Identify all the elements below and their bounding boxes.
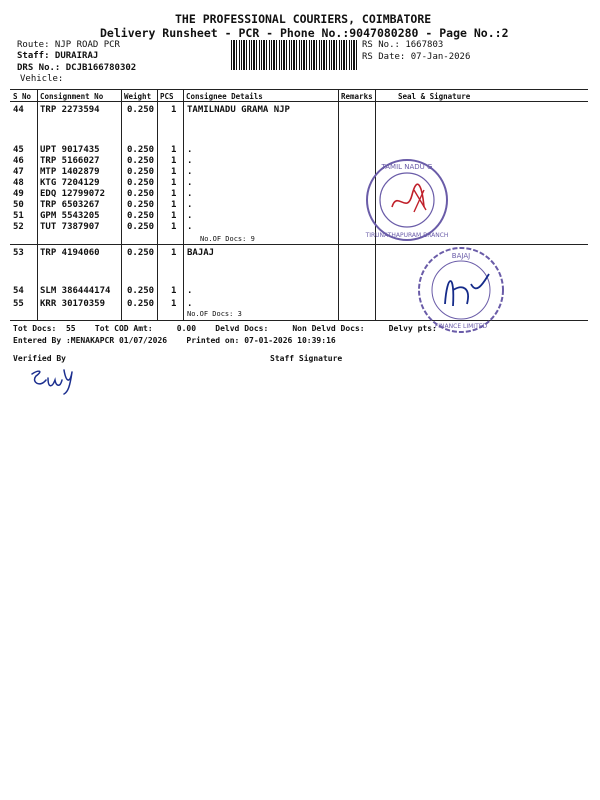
row-consignment: TRP 6503267 bbox=[40, 200, 100, 210]
row-sno: 48 bbox=[13, 178, 24, 188]
col-header-consignee: Consignee Details bbox=[186, 92, 263, 101]
row-sno: 55 bbox=[13, 299, 24, 309]
row-pcs: 1 bbox=[171, 299, 177, 309]
row-consignment: TRP 5166027 bbox=[40, 156, 100, 166]
col-header-pcs: PCS bbox=[160, 92, 174, 101]
row-consignee: . bbox=[187, 222, 193, 232]
row-consignment: UPT 9017435 bbox=[40, 145, 100, 155]
row-pcs: 1 bbox=[171, 200, 177, 210]
row-weight: 0.250 bbox=[127, 286, 155, 296]
row-consignment: TRP 4194060 bbox=[40, 248, 100, 258]
barcode-image bbox=[231, 40, 359, 70]
row-weight: 0.250 bbox=[127, 248, 155, 258]
row-sno: 46 bbox=[13, 156, 24, 166]
row-pcs: 1 bbox=[171, 167, 177, 177]
row-weight: 0.250 bbox=[127, 211, 155, 221]
company-title: THE PROFESSIONAL COURIERS, COIMBATORE bbox=[175, 12, 432, 26]
table-header-rule bbox=[10, 101, 588, 102]
row-weight: 0.250 bbox=[127, 145, 155, 155]
row-consignment: EDQ 12799072 bbox=[40, 189, 106, 199]
row-sno: 49 bbox=[13, 189, 24, 199]
svg-text:FINANCE LIMITED: FINANCE LIMITED bbox=[434, 323, 488, 330]
col-divider-consignment bbox=[121, 89, 122, 320]
row-consignee: . bbox=[187, 167, 193, 177]
row-weight: 0.250 bbox=[127, 189, 155, 199]
row-consignee: . bbox=[187, 189, 193, 199]
rs-date: RS Date: 07-Jan-2026 bbox=[362, 52, 471, 62]
vehicle-label: Vehicle: bbox=[20, 74, 64, 84]
staff-label: Staff: DURAIRAJ bbox=[17, 51, 99, 61]
row-weight: 0.250 bbox=[127, 299, 155, 309]
row-sno: 52 bbox=[13, 222, 24, 232]
col-divider-pcs bbox=[183, 89, 184, 320]
svg-text:TIRUNATHAPURAM BRANCH: TIRUNATHAPURAM BRANCH bbox=[365, 232, 449, 239]
col-header-weight: Weight bbox=[124, 92, 152, 101]
row-consignee: . bbox=[187, 211, 193, 221]
col-header-remarks: Remarks bbox=[341, 92, 373, 101]
col-divider-weight bbox=[157, 89, 158, 320]
row-pcs: 1 bbox=[171, 156, 177, 166]
row-sno: 44 bbox=[13, 105, 24, 115]
row-weight: 0.250 bbox=[127, 156, 155, 166]
row-sno: 50 bbox=[13, 200, 24, 210]
row-pcs: 1 bbox=[171, 211, 177, 221]
row-pcs: 1 bbox=[171, 222, 177, 232]
col-header-sno: S No bbox=[13, 92, 32, 101]
row-sno: 53 bbox=[13, 248, 24, 258]
group1-docs-count: No.OF Docs: 9 bbox=[200, 235, 255, 243]
row-consignee: . bbox=[187, 178, 193, 188]
row-consignee: . bbox=[187, 299, 193, 309]
col-header-seal: Seal & Signature bbox=[398, 92, 471, 101]
drs-label: DRS No.: DCJB166780302 bbox=[17, 63, 137, 73]
verified-by-label: Verified By bbox=[13, 354, 66, 363]
row-sno: 47 bbox=[13, 167, 24, 177]
row-sno: 51 bbox=[13, 211, 24, 221]
row-consignment: KTG 7204129 bbox=[40, 178, 100, 188]
row-consignee: . bbox=[187, 156, 193, 166]
row-consignment: MTP 1402879 bbox=[40, 167, 100, 177]
row-consignee: . bbox=[187, 145, 193, 155]
row-weight: 0.250 bbox=[127, 105, 155, 115]
row-pcs: 1 bbox=[171, 145, 177, 155]
entered-by-line: Entered By :MENAKAPCR 01/07/2026 Printed on: 07-01-2026 10:39:16 bbox=[13, 336, 336, 345]
row-pcs: 1 bbox=[171, 248, 177, 258]
row-consignee: TAMILNADU GRAMA NJP bbox=[187, 105, 290, 115]
row-weight: 0.250 bbox=[127, 222, 155, 232]
staff-signature-label: Staff Signature bbox=[270, 354, 343, 363]
row-pcs: 1 bbox=[171, 105, 177, 115]
row-consignment: KRR 30170359 bbox=[40, 299, 106, 309]
row-consignment: TRP 2273594 bbox=[40, 105, 100, 115]
totals-line: Tot Docs: 55 Tot COD Amt: 0.00 Delvd Docs: Non Delvd Docs: Delvy pts: bbox=[13, 324, 437, 333]
verifier-signature bbox=[28, 366, 84, 396]
row-sno: 54 bbox=[13, 286, 24, 296]
row-consignment: GPM 5543205 bbox=[40, 211, 100, 221]
col-divider-consignee bbox=[338, 89, 339, 320]
row-consignee: BAJAJ bbox=[187, 248, 215, 258]
rs-number: RS No.: 1667803 bbox=[362, 40, 444, 50]
row-pcs: 1 bbox=[171, 286, 177, 296]
row-pcs: 1 bbox=[171, 189, 177, 199]
row-consignment: SLM 386444174 bbox=[40, 286, 111, 296]
row-weight: 0.250 bbox=[127, 178, 155, 188]
col-divider-sno bbox=[37, 89, 38, 320]
row-pcs: 1 bbox=[171, 178, 177, 188]
row-consignment: TUT 7387907 bbox=[40, 222, 100, 232]
row-weight: 0.250 bbox=[127, 200, 155, 210]
group2-docs-count: No.OF Docs: 3 bbox=[187, 310, 242, 318]
svg-text:TAMIL NADU G: TAMIL NADU G bbox=[381, 163, 433, 171]
row-consignee: . bbox=[187, 200, 193, 210]
row-weight: 0.250 bbox=[127, 167, 155, 177]
route-label: Route: NJP ROAD PCR bbox=[17, 40, 120, 50]
branch-stamp bbox=[362, 155, 452, 245]
col-header-consignment: Consignment No bbox=[40, 92, 104, 101]
table-top-rule bbox=[10, 89, 588, 90]
row-sno: 45 bbox=[13, 145, 24, 155]
row-consignee: . bbox=[187, 286, 193, 296]
bajaj-stamp bbox=[415, 244, 507, 336]
svg-text:BAJAJ: BAJAJ bbox=[451, 252, 471, 260]
runsheet-title: Delivery Runsheet - PCR - Phone No.:9047080280 - Page No.:2 bbox=[100, 26, 509, 40]
